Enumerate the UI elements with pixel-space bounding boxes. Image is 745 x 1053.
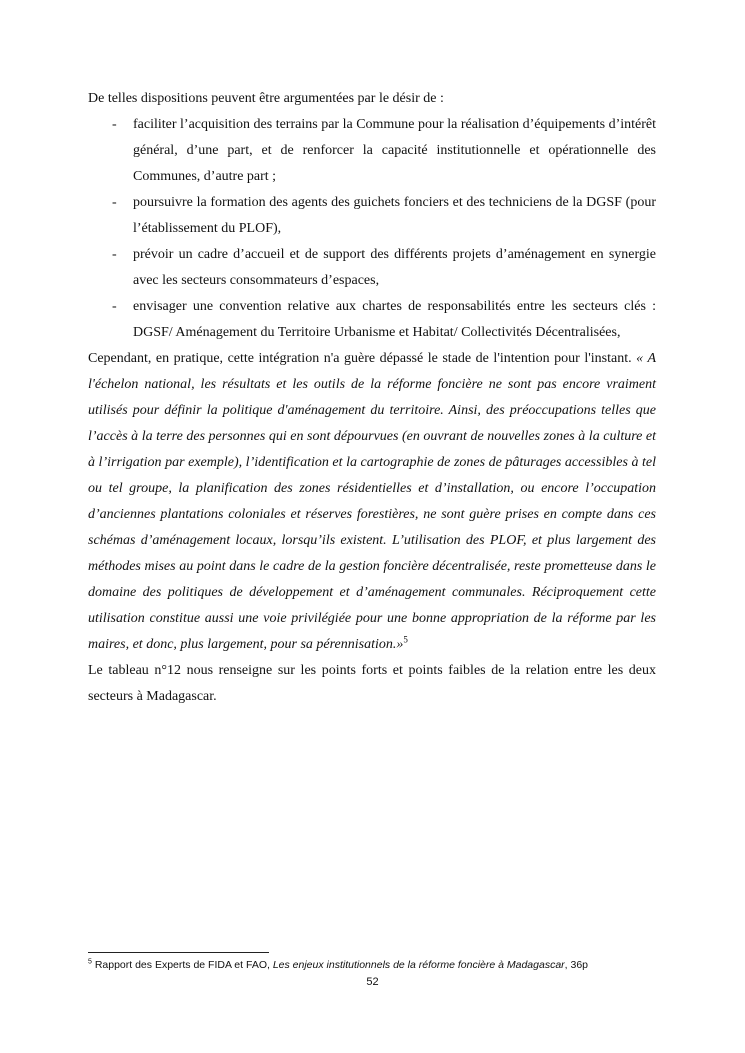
bullet-dash: - xyxy=(112,117,117,132)
footnote xyxy=(88,958,688,972)
table-reference-paragraph: Le tableau n°12 nous renseigne sur les points forts et points faibles de la relation entre les deux secteurs à Madagascar. xyxy=(88,663,656,704)
footnote-title: Les enjeux institutionnels de la réforme foncière à Madagascar xyxy=(272,959,565,971)
quote-paragraph xyxy=(88,346,656,658)
bullet-list xyxy=(88,112,656,346)
list-item xyxy=(88,242,656,294)
list-item xyxy=(88,112,656,190)
citation-quote: « A l'échelon national, les résultats et les outils de la réforme foncière ne sont pas encore vraiment utilisés pour définir la politique d'aménagement du territoire. Ainsi, des préoccupations telles que l’accès à la terre des personnes qui en sont dépourvues (en ouvrant de nouvelles zones à la culture et à l’irrigation par exemple), l’identification et la cartographie de zones de pâturages accessibles à tel ou tel groupe, la planification des zones résidentielles et d’installation, ou encore l’occupation d’anciennes plantations coloniales et réserves forestières, ne sont guère prises en compte dans ces schémas d’aménagement locaux, lorsqu’ils existent. L’utilisation des PLOF, et plus largement des méthodes mises au point dans le cadre de la gestion foncière décentralisée, reste prometteuse dans le domaine des politiques de développement et d’aménagement communales. Réciproquement cette utilisation constitue aussi une voie privilégiée pour une bonne appropriation de la réforme par les maires, et donc, plus largement, pour sa pérennisation.» xyxy=(88,351,656,652)
page-number: 52 xyxy=(366,976,379,988)
page-body xyxy=(88,86,656,710)
list-item-text: faciliter l’acquisition des terrains par la Commune pour la réalisation d’équipements d’intérêt général, d’une part, et de renforcer la capacité institutionnelle et opérationnelle des Communes, d’autre part ; xyxy=(133,117,656,184)
footnote-number: 5 xyxy=(88,958,92,966)
list-item xyxy=(88,294,656,346)
footnote-text: Rapport des Experts de FIDA et FAO, xyxy=(91,959,273,971)
list-item-text: envisager une convention relative aux chartes de responsabilités entre les secteurs clés : DGSF/ Aménagement du Territoire Urbanisme et Habitat/ Collectivités Décentralisées, xyxy=(133,299,656,340)
bullet-dash: - xyxy=(112,247,117,262)
list-item-text: poursuivre la formation des agents des guichets fonciers et des techniciens de la DGSF (pour l’établissement du PLOF), xyxy=(133,195,656,236)
bullet-dash: - xyxy=(112,195,117,210)
list-item-text: prévoir un cadre d’accueil et de support des différents projets d’aménagement en synergie avec les secteurs consommateurs d’espaces, xyxy=(133,247,656,288)
intro-paragraph: De telles dispositions peuvent être argumentées par le désir de : xyxy=(88,91,444,106)
footnote-divider xyxy=(88,952,269,953)
list-item xyxy=(88,190,656,242)
footnote-reference[interactable]: 5 xyxy=(403,634,408,645)
footnote-pages: , 36p xyxy=(564,959,589,971)
bullet-dash: - xyxy=(112,299,117,314)
paragraph-lead: Cependant, en pratique, cette intégration n'a guère dépassé le stade de l'intention pour l'instant. xyxy=(88,351,637,366)
